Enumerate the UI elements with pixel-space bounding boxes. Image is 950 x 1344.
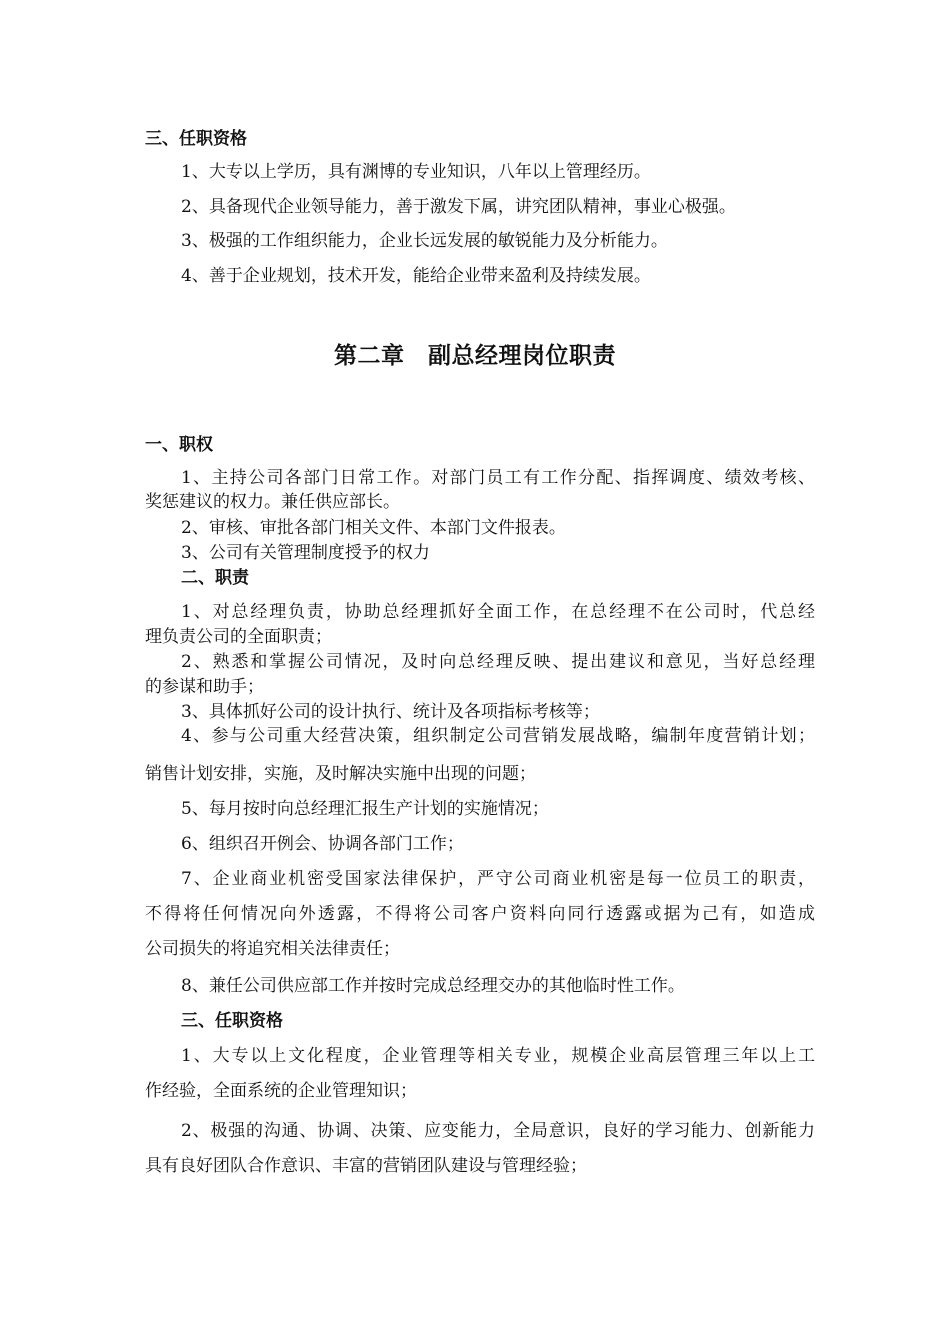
powers-item: 2、审核、审批各部门相关文件、本部门文件报表。 [181,518,566,538]
section-heading-qualifications-2: 三、任职资格 [181,1011,283,1031]
duties-item: 的参谋和助手； [145,677,264,697]
duties-item: 4、参与公司重大经营决策，组织制定公司营销发展战略，编制年度营销计划； [181,726,815,746]
section-heading-powers: 一、职权 [145,435,213,455]
duties-item: 理负责公司的全面职责； [145,627,332,647]
duties-item: 6、组织召开例会、协调各部门工作； [181,834,464,854]
powers-item: 1、主持公司各部门日常工作。对部门员工有工作分配、指挥调度、绩效考核、 [181,468,815,488]
qualification-item: 2、具备现代企业领导能力，善于激发下属，讲究团队精神，事业心极强。 [181,197,736,217]
chapter-title: 第二章 副总经理岗位职责 [334,343,616,369]
qualification-item: 2、极强的沟通、协调、决策、应变能力，全局意识，良好的学习能力、创新能力 [181,1121,815,1141]
duties-item: 7、企业商业机密受国家法律保护，严守公司商业机密是每一位员工的职责， [181,869,815,889]
section-heading-duties: 二、职责 [181,568,249,588]
duties-item: 8、兼任公司供应部工作并按时完成总经理交办的其他临时性工作。 [181,976,685,996]
duties-item: 销售计划安排，实施，及时解决实施中出现的问题； [145,764,536,784]
powers-item: 3、公司有关管理制度授予的权力 [181,543,430,563]
qualification-item: 作经验，全面系统的企业管理知识； [145,1081,417,1101]
qualification-item: 3、极强的工作组织能力，企业长远发展的敏锐能力及分析能力。 [181,231,668,251]
powers-item: 奖惩建议的权力。兼任供应部长。 [145,492,400,512]
duties-item: 2、熟悉和掌握公司情况，及时向总经理反映、提出建议和意见，当好总经理 [181,652,815,672]
qualification-item: 1、大专以上文化程度，企业管理等相关专业，规模企业高层管理三年以上工 [181,1046,815,1066]
duties-item: 3、具体抓好公司的设计执行、统计及各项指标考核等； [181,702,600,722]
qualification-item: 4、善于企业规划，技术开发，能给企业带来盈利及持续发展。 [181,266,651,286]
qualification-item: 1、大专以上学历，具有渊博的专业知识，八年以上管理经历。 [181,162,651,182]
qualification-item: 具有良好团队合作意识、丰富的营销团队建设与管理经验； [145,1156,587,1176]
section-heading-qualifications: 三、任职资格 [145,129,247,149]
duties-item: 1、对总经理负责，协助总经理抓好全面工作，在总经理不在公司时，代总经 [181,602,815,622]
duties-item: 公司损失的将追究相关法律责任； [145,939,400,959]
duties-item: 5、每月按时向总经理汇报生产计划的实施情况； [181,799,549,819]
duties-item: 不得将任何情况向外透露，不得将公司客户资料向同行透露或据为己有，如造成 [145,904,815,924]
